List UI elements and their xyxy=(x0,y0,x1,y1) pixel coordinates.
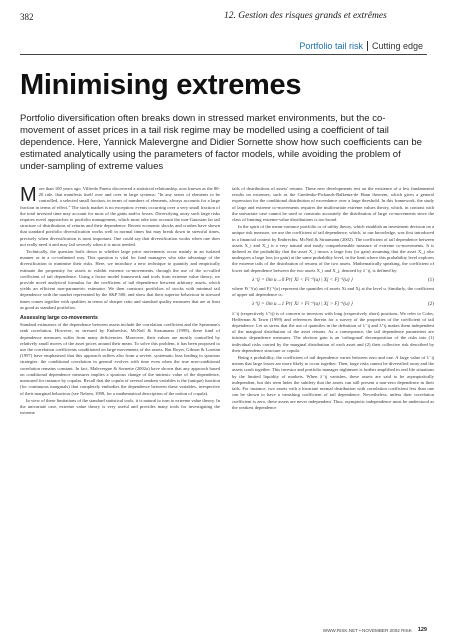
kicker-section: Portfolio tail risk xyxy=(299,41,363,51)
article-standfirst: Portfolio diversification often breaks down in stressed market environments, but the co-movement of asset prices in a tail risk regime may be modelled using a coefficient of tail dependence. Here, Yannick Malevergne and Didier Sornette show how such coefficients can be estimated analytically using the parameters of factor models, while avoiding the problem of under-sampling of extreme values xyxy=(20,113,422,172)
footer-page-number: 129 xyxy=(417,627,427,633)
paragraph: In view of these limitations of the standard statistical tools, it is natural to turn to extreme value theory. In the univariate case, extreme value theory is very useful and provides many tools for investigating the extreme xyxy=(20,397,220,416)
article-title: Minimising extremes xyxy=(20,69,302,101)
paragraph: More than 100 years ago, Vilfredo Pareto discovered a statistical relationship, now known as the 80-20 rule, that manifests itself over and over in large systems: "In any series of elements to be controlled, a selected small fraction, in terms of numbers of elements, always accounts for a large fraction in terms of effect." The stock market is no exception: events occurring over a very small fraction of the total invested time may account for most of the gains and/or losses. Diversifying away such large risks requires novel approaches to portfolio management, which must take into account the non-Gaussian fat tail structure of distributions of returns and their dependence. Recent economic shocks and crashes have shown that standard portfolio diversification works well in normal times but may break down in stressful times, precisely when diversification is most important. One could say that diversification works when one does not really need it and may fail severely when it is most needed. xyxy=(20,184,220,247)
chapter-title: 12. Gestion des risques grands et extrêmes xyxy=(224,11,387,21)
equation-body: λ⁻ij = lim u→0 Pr{ Xi < Fi⁻¹(u) | Xj < Fj⁻¹(u) } xyxy=(252,276,353,283)
paragraph: Standard estimators of the dependence between assets include the correlation coefficient and the Spearman's rank correlation. However, as stressed by Embrechts, McNeil & Straumann (1999), these kind of dependence measures suffer from many deficiencies. Moreover, their values are mostly controlled by relatively small moves of the asset prices around their mean. To solve this problem, it has been proposed to use the correlation coefficients conditioned on large movements of the assets. But Boyer, Gibson & Loretan (1997) have emphasised that this approach suffers also from a severe, systematic bias leading to spurious strategies: the conditional correlation in general evolves with time even when the true non-conditional correlation remains constant. In fact, Malevergne & Sornette (2002a) have shown that any approach based on conditional dependence measures implies a spurious change of the intrinsic value of the dependence, measured for instance by copulas. Recall that the copula of several random variables is the (unique) function (for continuous marginals) that completely embodies the dependence between these variables, irrespective of their marginal behaviour (see Nelsen, 1998, for a mathematical description of the notion of copula). xyxy=(20,322,220,396)
paragraph: Technically, the question boils down to whether large price movements occur mainly in an isolated manner or in a co-ordinated way. This question is vital for fund managers who take advantage of the diversification to minimise their risks. Here, we introduce a new technique to quantify and empirically estimate the propensity for assets to exhibit extreme co-movements, through the use of the so-called coefficient of tail dependence. Using a factor model framework and tools from extreme value theory, we provide novel analytical formulas for the coefficient of tail dependence between arbitrary assets, which yields an efficient non-parametric estimator. We then construct portfolios of stocks with minimal tail dependence with the market represented by the S&P 500, and show that their superior behaviour in stressed times comes together with qualities in terms of sharper ratio and standard quality measures that are at least as good as standard portfolios. xyxy=(20,249,220,310)
page-footer xyxy=(323,627,427,633)
paragraph: where Fi⁻¹(u) and Fj⁻¹(u) represent the quantiles of assets Xi and Xj at the level u. Similarly, the coefficient of upper tail dependence is: xyxy=(232,286,434,298)
paragraph: λ⁻ij (respectively λ⁺ij) is of concern to investors with long (respectively short) positions. We refer to Coles, Heffernan & Tawn (1999) and references therein for a survey of the properties of the coefficient of tail dependence. Let us stress that the use of quantiles in the definition of λ⁻ij and λ⁺ij makes them independent of the marginal distribution of the asset returns. As a consequence, the tail dependence parameters are intrinsic dependence measures. The obvious gain is an 'orthogonal' decomposition of the risks into (1) individual risks carried by the marginal distribution of each asset and (2) their collective risk described by their dependence structure or copula. xyxy=(232,310,434,353)
equation-lower-tail xyxy=(232,277,434,283)
paragraph: tails of distributions of assets' returns. These new developments rest on the existence of a few fundamental results on extremes, such as the Gnedenko-Pickands-Balkema-de Haan theorem, which gives a general expression for the conditional distribution of exceedance over a large threshold. In this framework, the study of large and extreme co-movements requires the multivariate extreme values theory, which, in contrast with the univariate case cannot be used to constrain accurately the distribution of large co-movements since the class of limiting extreme-value distributions is too broad. xyxy=(232,186,434,223)
equation-number: (1) xyxy=(427,276,434,283)
right-column xyxy=(232,186,434,412)
paragraph: In the spirit of the mean-variance portfolio or of utility theory, which establish an investment decision on a unique risk measure, we use the coefficient of tail dependence, which, to our knowledge, was first introduced in a financial context by Embrechts, McNeil & Straumann (2002). The coefficient of tail dependence between assets X_i and X_j is a very natural and easily comprehensible measure of extreme co-movements. It is defined as the probability that the asset X_i incurs a large loss (or gain) assuming that the asset X_j also undergoes a large loss (or gain) at the same probability level, in the limit where this probability level explores the extreme tails of the distribution of returns of the two assets. Mathematically speaking, the coefficient of lower tail dependence between the two assets X_i and X_j, denoted by λ⁻ij, is defined by: xyxy=(232,224,435,273)
left-column xyxy=(20,186,220,417)
section-kicker xyxy=(299,41,423,51)
equation-number: (2) xyxy=(427,301,434,308)
equation-body: λ⁺ij = lim u→1 Pr{ Xi > Fi⁻¹(u) | Xj > Fj⁻¹(u) } xyxy=(252,301,353,308)
kicker-category: Cutting edge xyxy=(371,41,423,51)
drop-cap: M xyxy=(20,184,37,206)
footer-journal: WWW.RISK.NET • NOVEMBER 2002 RISK xyxy=(322,627,412,633)
header-rule xyxy=(20,54,427,55)
page-number: 382 xyxy=(20,12,34,22)
equation-upper-tail xyxy=(232,301,434,307)
paragraph: Being a probability, the coefficient of tail dependence varies between zero and one. A large value of λ⁻ij means that large losses are more likely to occur together. Then, large risks cannot be diversified away and the assets crash together. This investor and portfolio manager nightmare is further amplified in real life situations by the limited liquidity of markets. When λ⁻ij vanishes, these assets are said to be asymptotically independent, but this term hides the subtlety that the assets can still present a non-zero dependence in their tails. For instance, two assets with a bivariate normal distribution with correlation coefficient less than one can be shown to have a vanishing coefficient of tail dependence. Nevertheless, unless their correlation coefficient is zero, these assets are never independent. Thus, asymptotic independence must be understood as the weakest dependence xyxy=(232,355,434,410)
section-heading: Assessing large co-movements xyxy=(20,315,98,322)
kicker-divider xyxy=(367,41,368,51)
